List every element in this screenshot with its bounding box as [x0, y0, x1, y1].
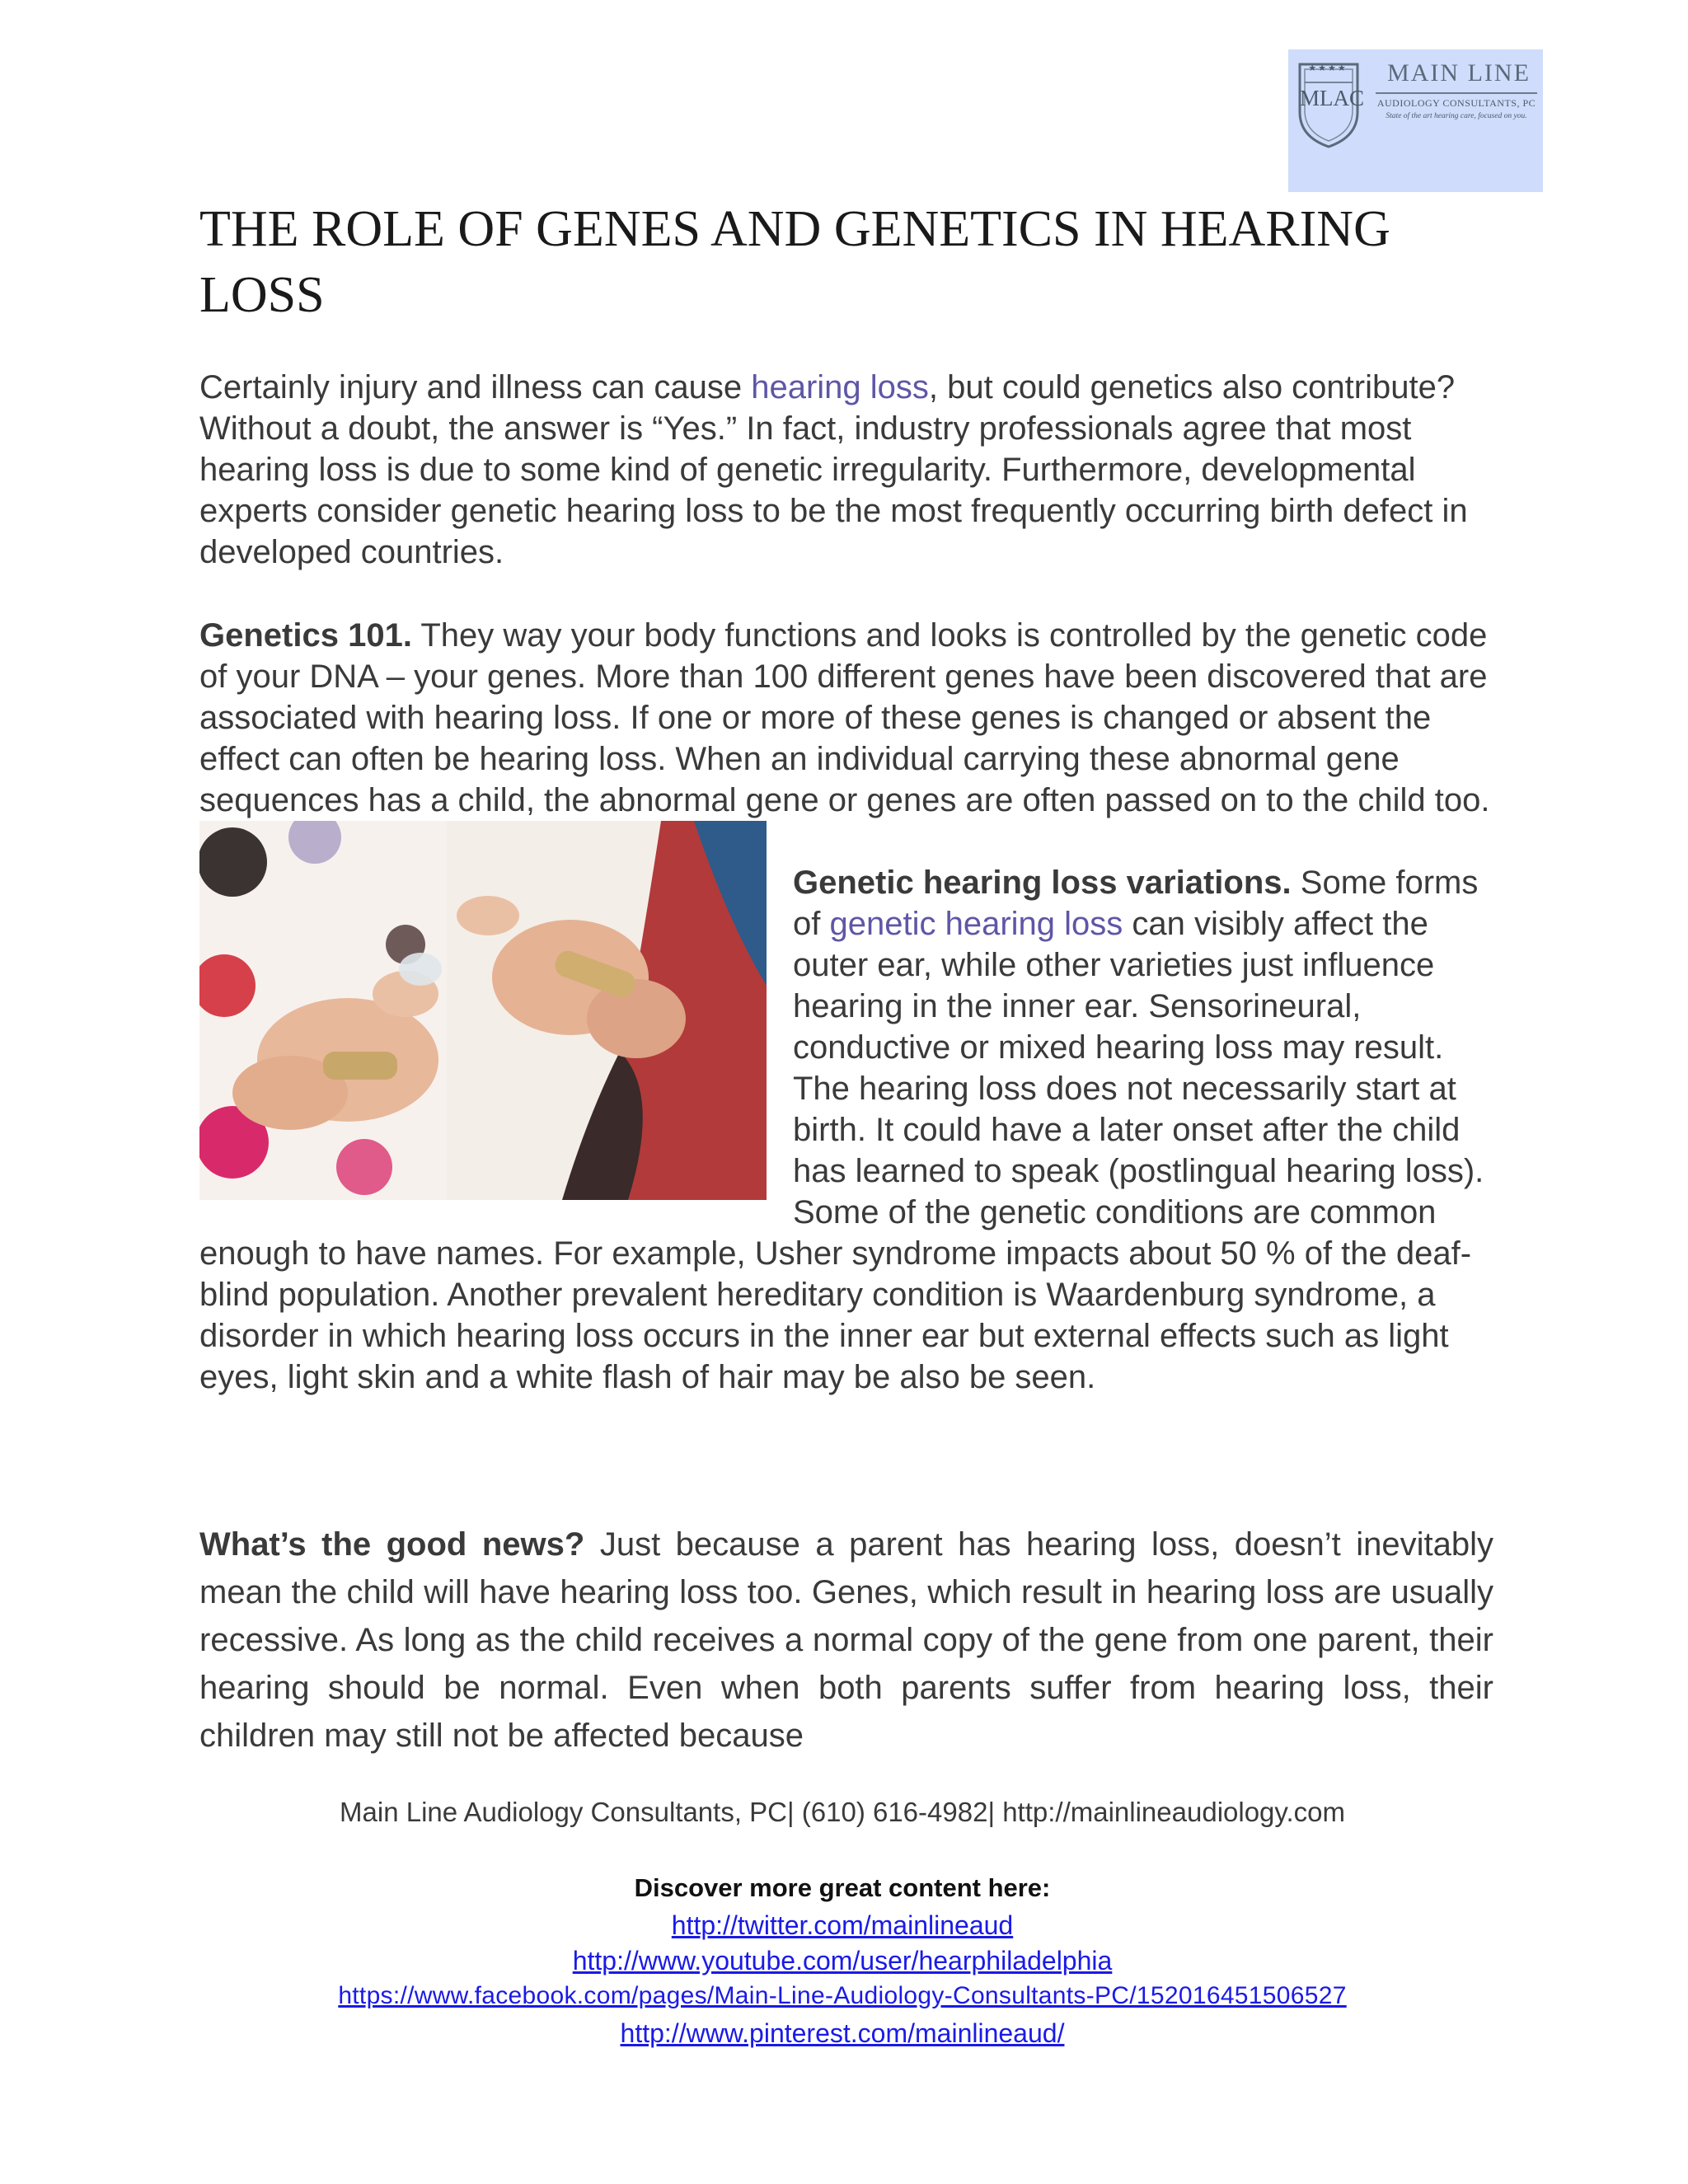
intro-text-end: , but could genetics also contribute? Without a doubt, the answer is “Yes.” In fact, industry professionals agree that most hearing loss is due to some kind of genetic irregularity. Furthermore, developmental experts consider genetic hearing loss to be the most frequently occurring birth defect in developed countries.	[199, 369, 1468, 570]
genetics-101-heading: Genetics 101.	[199, 617, 412, 654]
variations-text-start: Some forms of	[793, 865, 1479, 942]
hearing-aid-hands-photo	[199, 821, 767, 1200]
logo-divider	[1376, 92, 1537, 94]
discover-heading: Discover more great content here:	[634, 1873, 1051, 1902]
logo-monogram: MLAC	[1300, 86, 1365, 110]
logo-subtitle: AUDIOLOGY CONSULTANTS, PC	[1376, 97, 1536, 109]
good-news-heading: What’s the good news?	[199, 1526, 585, 1563]
page-title: THE ROLE OF GENES AND GENETICS IN HEARING LOSS	[199, 201, 1390, 323]
variations-heading: Genetic hearing loss variations.	[793, 865, 1292, 901]
footer-phone: (610) 616-4982	[801, 1797, 988, 1827]
good-news-text: Just because a parent has hearing loss, doesn’t inevitably mean the child will have hearing loss too. Genes, which result in hearing loss are usually recessive. As long as the child receives a normal copy of the gene from one parent, their hearing should be normal. Even when both parents suffer from hearing loss, their children may still not be affected because	[199, 1526, 1493, 1754]
genetics-section	[199, 615, 1493, 1398]
hearing-loss-link[interactable]: hearing loss	[751, 369, 929, 405]
variations-text-end: can visibly affect the outer ear, while other varieties just influence hearing in the inner ear. Sensorineural, conductive or mixed hearing loss may result. The hearing loss does not necessarily start at birth. It could have a later onset after the child has learned to speak (postlingual hearing loss). Some of the genetic conditions are common enough to have names. For example, Usher syndrome impacts about 50 % of the deaf-blind population. Another prevalent hereditary condition is Waardenburg syndrome, a disorder in which hearing loss occurs in the inner ear but external effects such as light eyes, light skin and a white flash of hair may be also be seen.	[199, 906, 1484, 1395]
footer-separator: |	[787, 1797, 802, 1827]
logo-name: MAIN LINE	[1387, 59, 1531, 87]
intro-text-start: Certainly injury and illness can cause	[199, 369, 752, 405]
genetic-hearing-loss-link[interactable]: genetic hearing loss	[829, 906, 1123, 942]
youtube-link[interactable]: http://www.youtube.com/user/hearphiladelphia	[572, 1946, 1113, 1975]
intro-paragraph	[199, 367, 1493, 573]
pinterest-link[interactable]: http://www.pinterest.com/mainlineaud/	[620, 2018, 1065, 2048]
good-news-paragraph	[199, 1521, 1493, 1760]
genetics-101-paragraph	[199, 615, 1493, 821]
company-logo	[1288, 49, 1543, 192]
footer-separator: |	[987, 1797, 1003, 1827]
footer-website[interactable]: http://mainlineaudiology.com	[1002, 1797, 1345, 1827]
footer-contact-line	[199, 1797, 1485, 1828]
genetics-101-text: They way your body functions and looks is controlled by the genetic code of your DNA – your genes. More than 100 different genes have been discovered that are associated with hearing loss. If one or more of these genes is changed or absent the effect can often be hearing loss. When an individual carrying these abnormal gene sequences has a child, the abnormal gene or genes are often passed on to the child too.	[199, 617, 1490, 818]
twitter-link[interactable]: http://twitter.com/mainlineaud	[671, 1910, 1014, 1940]
footer-company: Main Line Audiology Consultants, PC	[340, 1797, 788, 1827]
logo-tagline: State of the art hearing care, focused on you.	[1386, 112, 1527, 120]
facebook-link[interactable]: https://www.facebook.com/pages/Main-Line-Audiology-Consultants-PC/152016451506527	[338, 1982, 1347, 2009]
logo-stars: ★★★★	[1308, 63, 1348, 73]
